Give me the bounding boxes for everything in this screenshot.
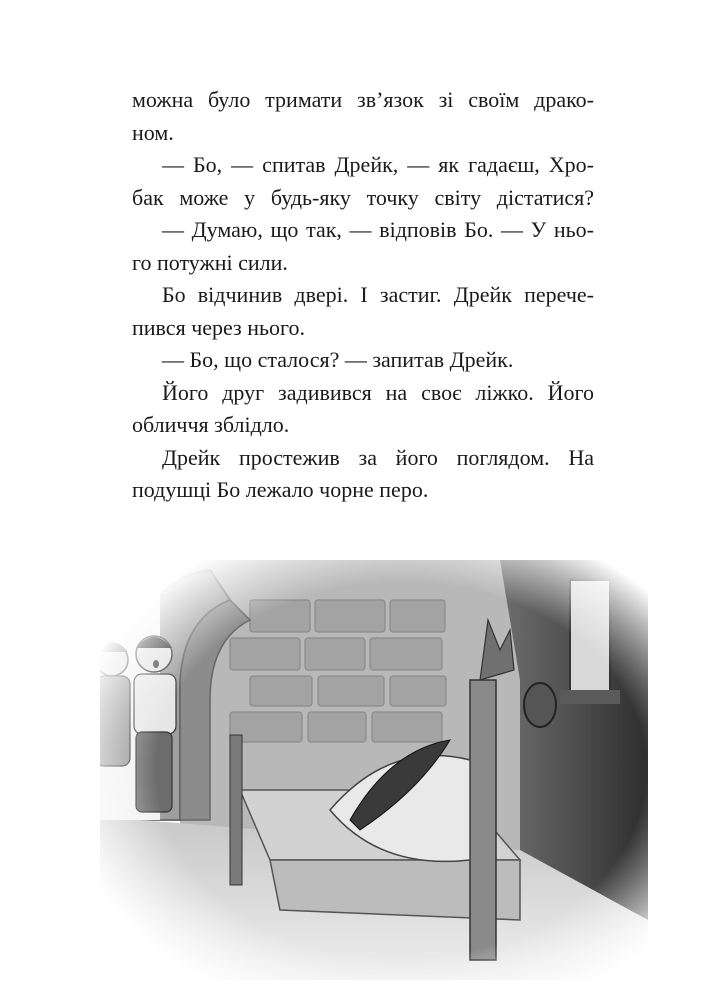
bedroom-illustration [100, 560, 648, 980]
text-line-11: обличчя зблідло. [132, 412, 290, 437]
text-line-9: — Бо, що сталося? — запитав Дрейк. [162, 347, 514, 372]
text-line-8: пився через нього. [132, 314, 306, 340]
text-line-4: бак може у будь-яку точку світу дістатися? [132, 184, 594, 210]
text-line-2: ном. [132, 119, 174, 145]
text-line-3: — Бо, — спитав Дрейк, — як гадаєш, Хро- [162, 152, 594, 177]
text-line-1: можна було тримати зв’язок зі своїм драко- [132, 87, 594, 112]
text-line-5: — Думаю, що так, — відповів Бо. — У ньо- [162, 217, 594, 242]
text-line-10: Його друг задивився на своє ліжко. Його [162, 379, 594, 405]
text-line-12: Дрейк простежив за його поглядом. На [162, 444, 594, 470]
illustration-svg [100, 560, 648, 980]
text-line-13: подушці Бо лежало чорне перо. [132, 477, 429, 502]
text-line-7: Бо відчинив двері. І застиг. Дрейк перече- [162, 282, 594, 307]
text-line-6: го потужні сили. [132, 249, 288, 275]
body-text [132, 84, 594, 507]
